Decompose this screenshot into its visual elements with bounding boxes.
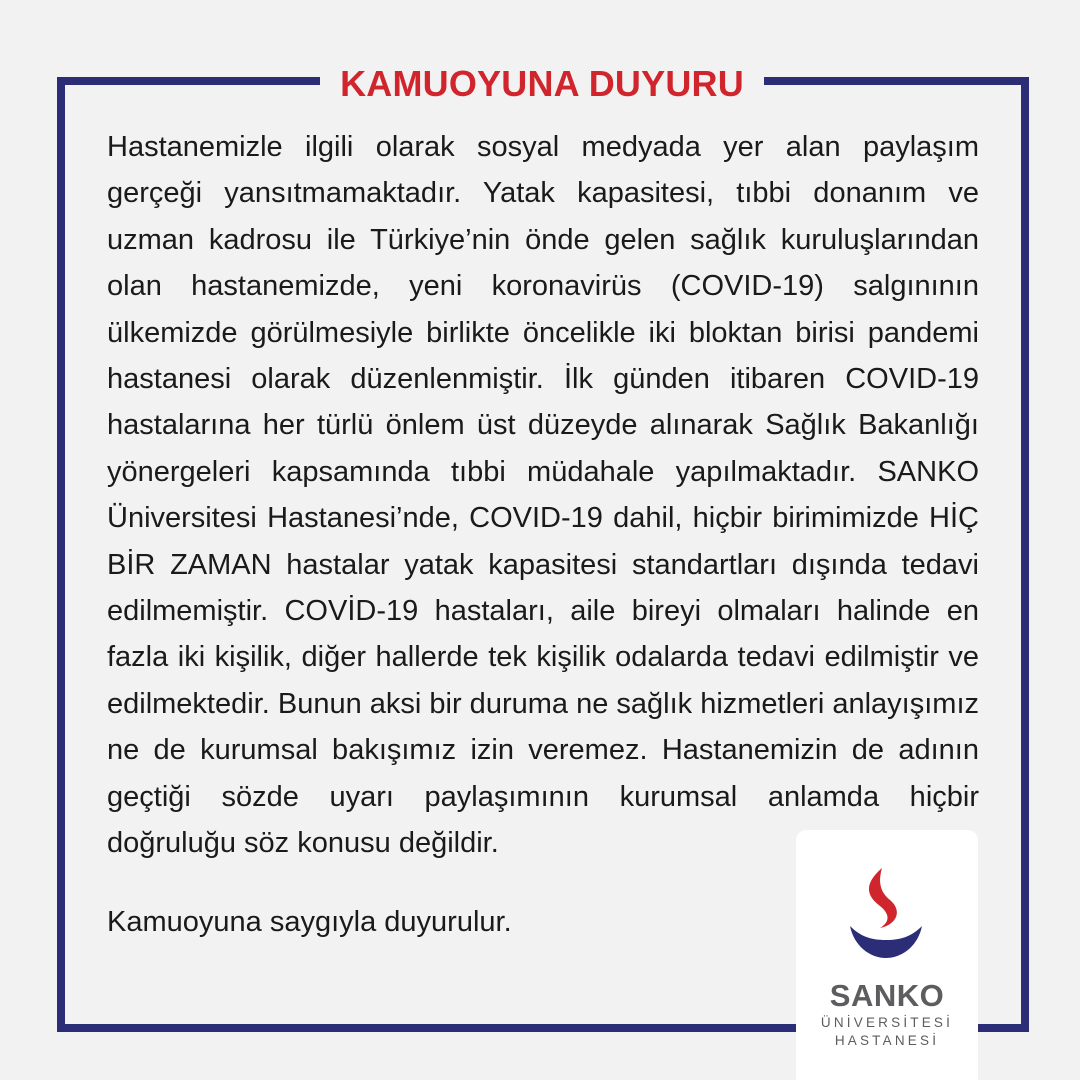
announcement-closing: Kamuoyuna saygıyla duyurulur. (107, 906, 512, 938)
logo-name: SANKO (829, 978, 945, 1013)
logo-subtitle-2: HASTANESİ (834, 1033, 940, 1048)
logo-subtitle-1: ÜNİVERSİTESİ (820, 1015, 954, 1030)
flame-crescent-icon (846, 864, 926, 964)
announcement-body: Hastanemizle ilgili olarak sosyal medyada yer alan paylaşım gerçeği yansıtmamaktadır. Yatak kapasitesi, tıbbi donanım ve uzman kadrosu ile Türkiye’nin önde gelen sağlık kuruluşlarından olan hastanemizde, yeni koronavirüs (COVID-19) salgınının ülkemizde görülmesiyle birlikte öncelikle iki bloktan birisi pandemi hastanesi olarak düzenlenmiştir. İlk günden itibaren COVID-19 hastalarına her türlü önlem üst düzeyde alınarak Sağlık Bakanlığı yönergeleri kapsamında tıbbi müdahale yapılmaktadır. SANKO Üniversitesi Hastanesi’nde, COVID-19 dahil, hiçbir birimimizde HİÇ BİR ZAMAN hastalar yatak kapasitesi standartları dışında tedavi edilmemiştir. COVİD-19 hastaları, aile bireyi olmaları halinde en fazla iki kişilik, diğer hallerde tek kişilik odalarda tedavi edilmiştir ve edilmektedir. Bunun aksi bir duruma ne sağlık hizmetleri anlayışımız ne de kurumsal bakışımız izin veremez. Hastanemizin de adının geçtiği sözde uyarı paylaşımının kurumsal anlamda hiçbir doğruluğu söz konusu değildir. (107, 131, 979, 860)
announcement-title: KAMUOYUNA DUYURU (340, 63, 744, 104)
hospital-logo (796, 830, 978, 1080)
title-wrap (320, 58, 764, 110)
